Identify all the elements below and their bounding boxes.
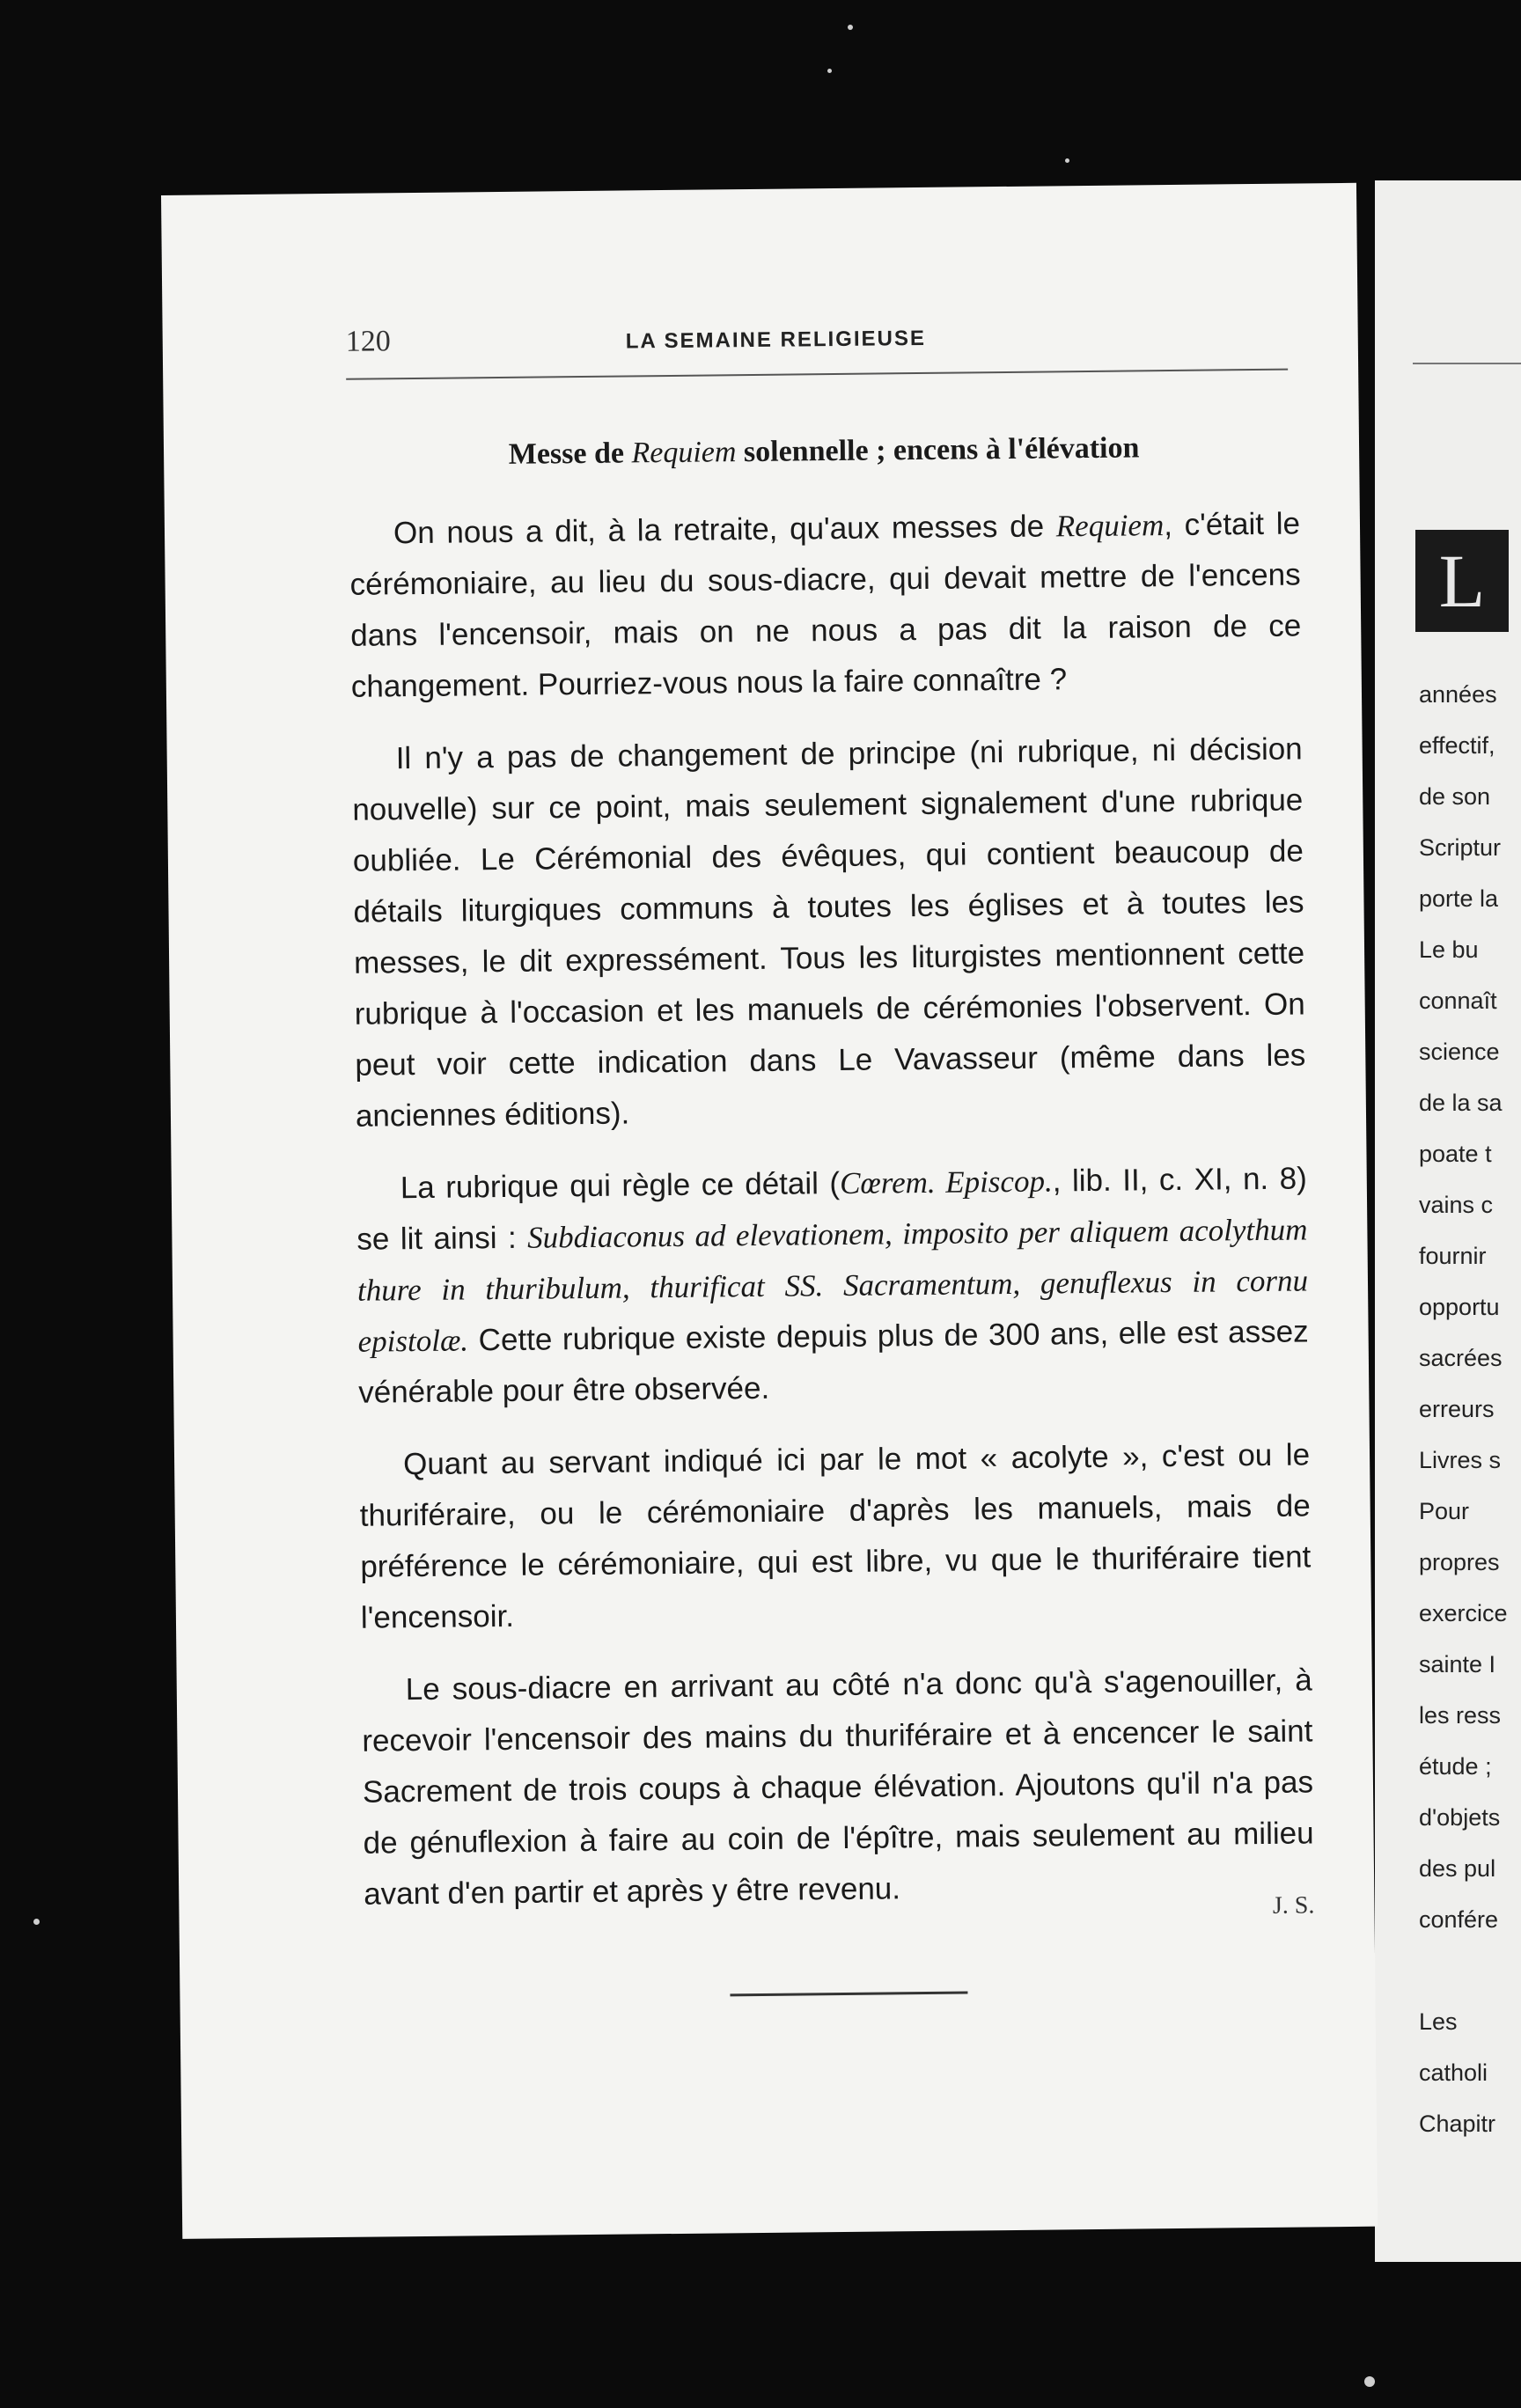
right-page-line — [1419, 1945, 1521, 1996]
right-page-line: les ress — [1419, 1702, 1502, 1729]
right-page-line: poate t — [1419, 1141, 1492, 1167]
scan-speck — [33, 1919, 40, 1925]
article-title: Messe de Requiem solennelle ; encens à l'élévation — [508, 431, 1140, 471]
right-page-line: erreurs — [1419, 1396, 1495, 1422]
right-page-line: étude ; — [1419, 1753, 1492, 1780]
right-page-line: opportu — [1419, 1294, 1500, 1320]
running-title: LA SEMAINE RELIGIEUSE — [625, 326, 927, 354]
closing-rule — [730, 1992, 967, 1997]
rubric-paragraph: La rubrique qui règle ce détail (Cœrem. Episcop., lib. II, c. XI, n. 8) se lit ainsi : Subdiaconus ad elevationem, imposito per aliquem acolythum thure in thuribulum, thurificat SS. Sacramentum, genuflexus in cornu epistolæ. Cette rubrique existe depuis plus de 300 ans, elle est assez vénérable pour être observée. — [356, 1161, 1309, 1410]
right-page-line: confére — [1419, 1906, 1499, 1933]
right-page-line: Chapitr — [1419, 2111, 1496, 2137]
decorated-dropcap: L — [1415, 530, 1509, 632]
left-page — [161, 183, 1378, 2239]
right-page-line: vains c — [1419, 1192, 1494, 1218]
right-page-line: connaît — [1419, 987, 1497, 1014]
right-page-line: Les — [1419, 2008, 1458, 2035]
signature: J. S. — [1272, 1891, 1315, 1920]
scan-speck — [848, 25, 853, 30]
subdeacon-paragraph: Le sous-diacre en arrivant au côté n'a donc qu'à s'agenouiller, à recevoir l'encensoir des mains du thuriféraire et à encencer le saint Sacrement de trois coups à chaque élévation. Ajoutons qu'il n'a pas de génuflexion à faire au coin de l'épître, mais seulement au milieu avant d'en partir et après y être revenu. — [362, 1663, 1314, 1912]
acolyte-paragraph: Quant au servant indiqué ici par le mot « acolyte », c'est ou le thuriféraire, ou le cérémoniaire d'après les manuels, mais de préférence le cérémoniaire, qui est libre, vu que le thuriféraire tient l'encensoir. — [359, 1437, 1312, 1635]
right-page-line: Scriptur — [1419, 834, 1502, 861]
right-page-line: porte la — [1419, 885, 1499, 912]
right-page-line: effectif, — [1419, 732, 1495, 759]
right-page-line: années — [1419, 681, 1497, 708]
right-page-line: fournir — [1419, 1243, 1487, 1269]
right-page-text — [1419, 669, 1521, 2149]
right-page-line: de son — [1419, 783, 1491, 810]
right-page-line: Pour — [1419, 1498, 1470, 1524]
question-paragraph: On nous a dit, à la retraite, qu'aux messes de Requiem, c'était le cérémoniaire, au lieu du sous-diacre, qui devait mettre de l'encens dans l'encensoir, mais on ne nous a pas dit la raison de ce changement. Pourriez-vous nous la faire connaître ? — [349, 506, 1302, 704]
scan-speck — [1364, 2376, 1375, 2387]
right-page-line: Livres s — [1419, 1447, 1502, 1473]
scan-speck — [1065, 158, 1069, 163]
page-header — [346, 316, 1288, 370]
right-page-line: d'objets — [1419, 1804, 1501, 1831]
right-page-line: propres — [1419, 1549, 1500, 1575]
scan-speck — [827, 69, 832, 73]
right-page-line: science — [1419, 1039, 1500, 1065]
right-page-line: catholi — [1419, 2059, 1488, 2086]
right-page-line: sacrées — [1419, 1345, 1503, 1371]
right-page-line: sainte I — [1419, 1651, 1496, 1678]
article — [349, 421, 1315, 1941]
right-page-line: exercice — [1419, 1600, 1508, 1626]
answer-paragraph: Il n'y a pas de changement de principe (ni rubrique, ni décision nouvelle) sur ce point, mais seulement signalement d'une rubrique oubliée. Le Cérémonial des évêques, qui contient beaucoup de détails liturgiques communs à toutes les églises et à toutes les messes, le dit expressément. Tous les liturgistes mentionnent cette rubrique à l'occasion et les manuels de cérémonies l'observent. On peut voir cette indication dans Le Vavasseur (même dans les anciennes éditions). — [352, 731, 1306, 1134]
right-page-line: Le bu — [1419, 936, 1479, 963]
header-rule — [346, 369, 1288, 380]
right-page-header-rule — [1413, 363, 1521, 364]
page-number: 120 — [345, 325, 391, 358]
right-page-line: des pul — [1419, 1855, 1496, 1882]
right-page-line: de la sa — [1419, 1090, 1503, 1116]
